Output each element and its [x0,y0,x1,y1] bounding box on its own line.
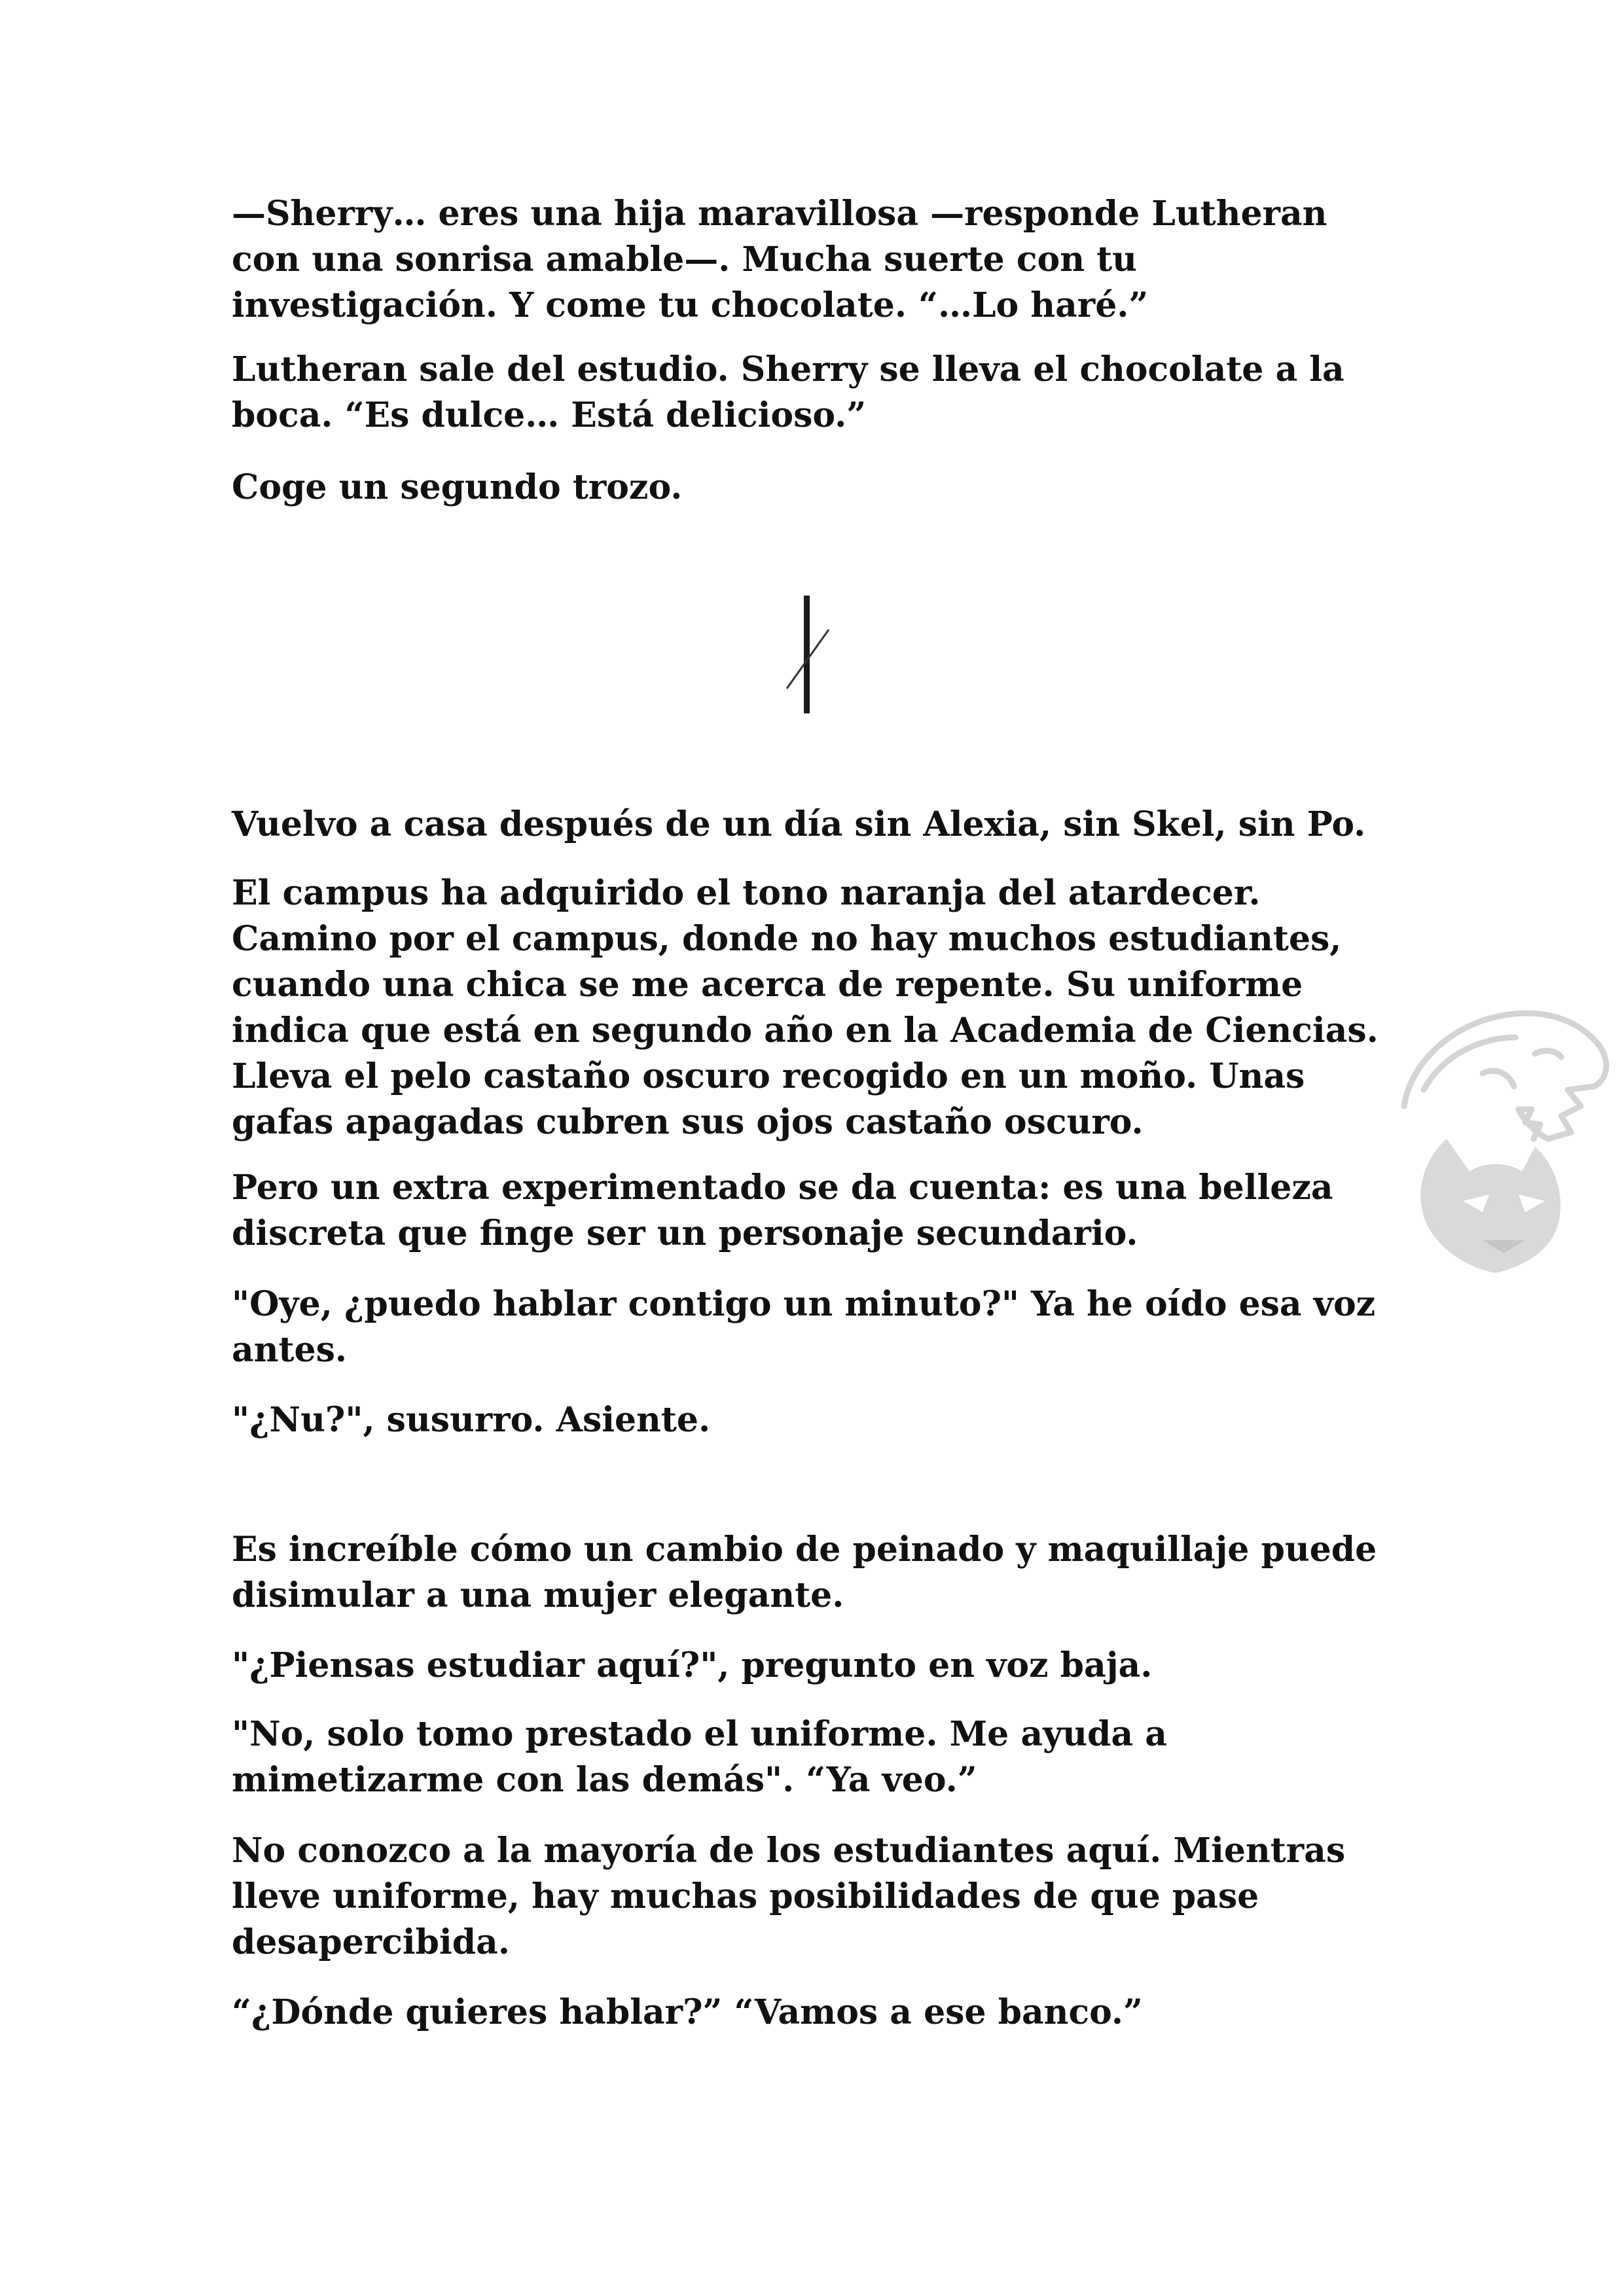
paragraph-where-talk [232,1990,1384,2036]
text-line: disimular a una mujer elegante. [232,1575,844,1615]
text-line: gafas apagadas cubren sus ojos castaño oscuro. [232,1102,1144,1142]
paragraph-hairstyle [232,1527,1384,1619]
text-line: Lutheran sale del estudio. Sherry se lleva el chocolate a la [232,350,1344,389]
text-line: Pero un extra experimentado se da cuenta: es una belleza [232,1168,1333,1208]
paragraph-second-piece [232,465,1384,511]
paragraph-return-home [232,802,1384,848]
text-line: Coge un segundo trozo. [232,467,683,507]
dinosaur-demon-watermark-icon [1384,975,1620,1276]
paragraph-campus [232,870,1384,1145]
paragraph-lutheran-reply [232,191,1384,329]
paragraph-can-i-talk [232,1282,1384,1373]
rune-divider-icon [778,596,837,720]
text-line: Vuelvo a casa después de un día sin Alexia, sin Skel, sin Po. [232,804,1366,844]
text-line: mimetizarme con las demás". “Ya veo.” [232,1760,977,1800]
text-line: cuando una chica se me acerca de repente. Su uniforme [232,965,1303,1005]
text-line: con una sonrisa amable—. Mucha suerte con tu [232,240,1137,279]
text-line: “¿Dónde quieres hablar?” “Vamos a ese banco.” [232,1992,1143,2032]
text-line: desapercibida. [232,1922,510,1962]
text-line: "Oye, ¿puedo hablar contigo un minuto?" Ya he oído esa voz [232,1284,1376,1324]
paragraph-students [232,1828,1384,1965]
text-line: No conozco a la mayoría de los estudiantes aquí. Mientras [232,1831,1346,1871]
text-line: antes. [232,1330,347,1370]
paragraph-lutheran-leaves [232,347,1384,439]
paragraph-study-here [232,1643,1384,1689]
text-line: discreta que finge ser un personaje secundario. [232,1213,1138,1253]
text-line: boca. “Es dulce… Está delicioso.” [232,395,867,435]
text-line: Lleva el pelo castaño oscuro recogido en un moño. Unas [232,1056,1305,1096]
text-line: —Sherry… eres una hija maravillosa —responde Lutheran [232,194,1327,234]
text-line: "¿Nu?", susurro. Asiente. [232,1400,711,1440]
text-line: investigación. Y come tu chocolate. “…Lo haré.” [232,285,1149,325]
text-line: indica que está en segundo año en la Academia de Ciencias. [232,1011,1379,1050]
text-line: El campus ha adquirido el tono naranja del atardecer. [232,873,1261,913]
text-line: lleve uniforme, hay muchas posibilidades de que pase [232,1876,1259,1916]
text-line: "No, solo tomo prestado el uniforme. Me ayuda a [232,1714,1167,1754]
text-line: Es increíble cómo un cambio de peinado y maquillaje puede [232,1530,1377,1570]
text-line: "¿Piensas estudiar aquí?", pregunto en voz baja. [232,1645,1153,1685]
paragraph-borrowed-uniform [232,1712,1384,1803]
paragraph-experienced-extra [232,1165,1384,1257]
text-line: Camino por el campus, donde no hay muchos estudiantes, [232,919,1342,959]
paragraph-nu [232,1397,1384,1443]
